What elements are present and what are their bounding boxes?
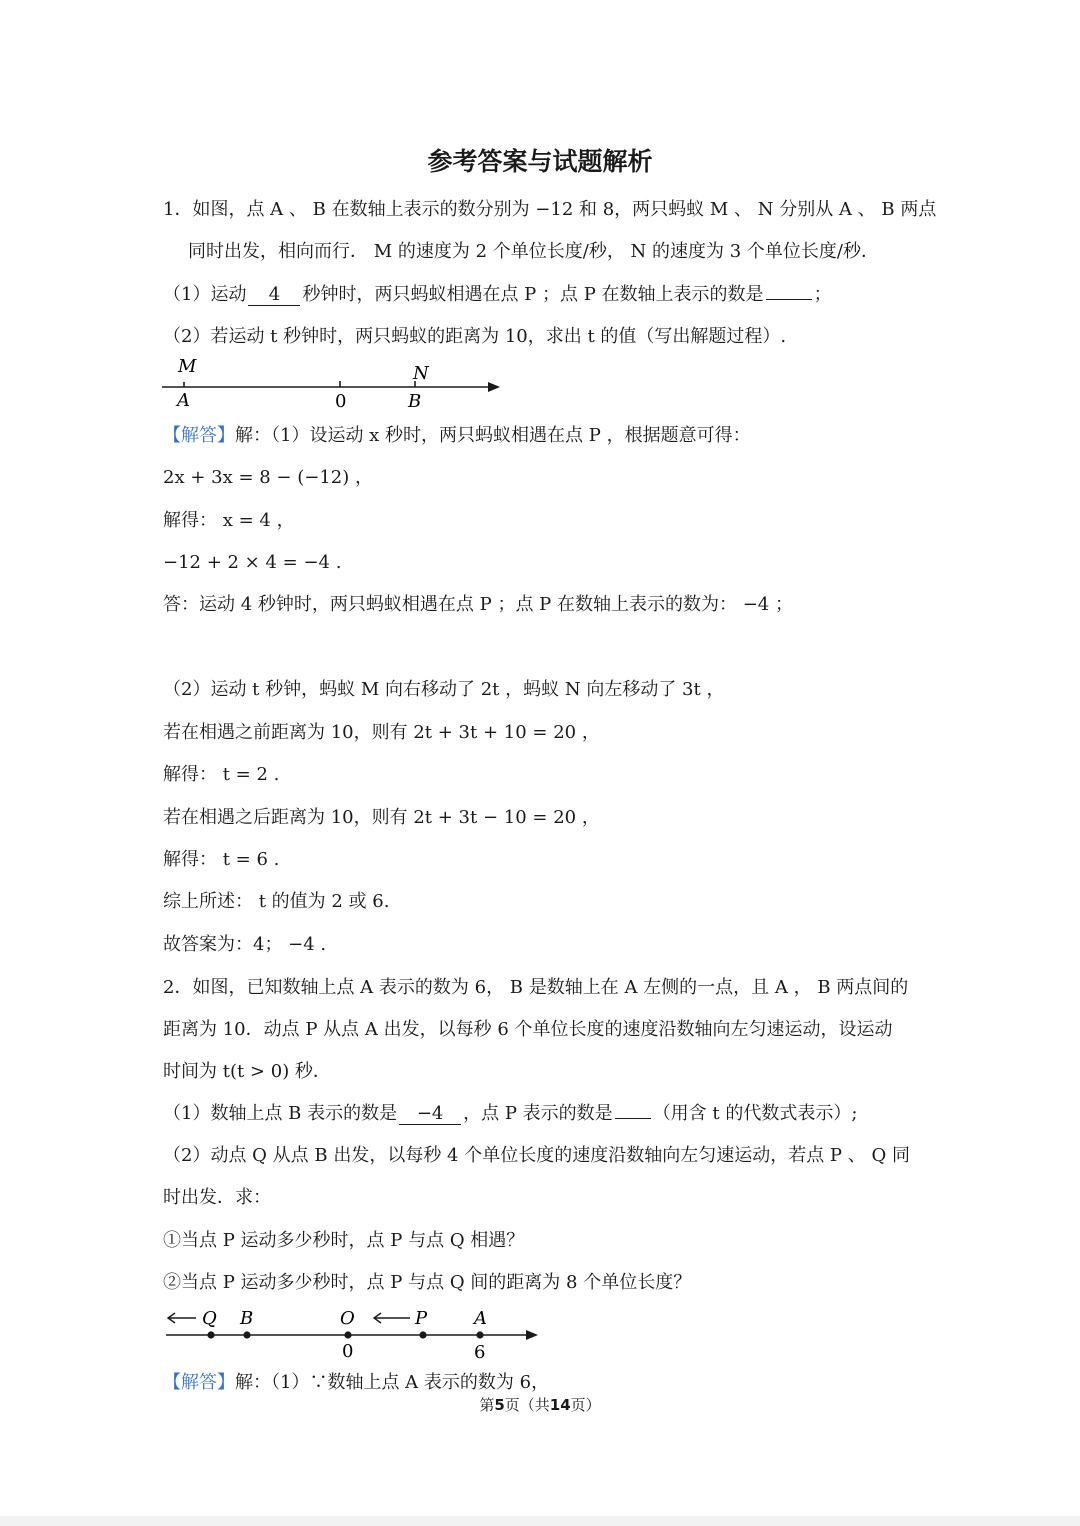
q1-part1-end: ； <box>813 284 832 305</box>
sol1-line9: 若在相遇之后距离为 10，则有 2t + 3t − 10 = 20 ， <box>163 807 600 828</box>
q2-label-six: 6 <box>474 1342 486 1363</box>
footer-page-number: 5 <box>494 1396 505 1414</box>
sol1-line10: 解得： t = 6 . <box>163 849 280 870</box>
q2-number-line <box>160 1304 550 1364</box>
sol1-line4: −12 + 2 × 4 = −4 . <box>163 552 342 573</box>
q2-line2: 距离为 10．动点 P 从点 A 出发，以每秒 6 个单位长度的速度沿数轴向左匀速运动，设运动 <box>163 1019 893 1040</box>
q2-label-q: Q <box>202 1308 217 1329</box>
q2-case2: ②当点 P 运动多少秒时，点 P 与点 Q 间的距离为 8 个单位长度？ <box>163 1272 692 1293</box>
q1-label-b: B <box>408 391 422 412</box>
sol2-text: 解：（1）∵数轴上点 A 表示的数为 6， <box>235 1372 550 1393</box>
sol1-line1 <box>163 424 751 448</box>
q2-part1 <box>163 1102 857 1126</box>
q2-part1-mid: ，点 P 表示的数是 <box>463 1103 613 1124</box>
q2-label-a: A <box>474 1308 487 1329</box>
q2-label-o: O <box>340 1308 355 1329</box>
footer-post: 页） <box>570 1396 601 1414</box>
footer-mid: 页（共 <box>504 1396 550 1414</box>
q1-number-line <box>160 352 510 412</box>
q2-point-a <box>476 1331 483 1338</box>
solution-tag: 【解答】 <box>163 425 235 446</box>
q2-point-o <box>344 1331 351 1338</box>
q1-answer-blank-2 <box>766 299 812 300</box>
q1-label-a: A <box>177 390 190 411</box>
q1-label-zero: 0 <box>335 391 347 412</box>
q1-label-m: M <box>178 356 197 377</box>
q2-answer-blank-1: −4 <box>399 1104 461 1125</box>
sol1-line2: 2x + 3x = 8 − (−12) ， <box>163 467 373 488</box>
q2-part1-pre: （1）数轴上点 B 表示的数是 <box>163 1103 398 1124</box>
q1-part1-mid: 秒钟时，两只蚂蚁相遇在点 P ；点 P 在数轴上表示的数是 <box>302 284 764 305</box>
solution-tag-2: 【解答】 <box>163 1372 235 1393</box>
q1-part1-pre: （1）运动 <box>163 284 247 305</box>
q2-label-b: B <box>240 1308 254 1329</box>
page-footer <box>0 1394 1080 1415</box>
q1-line1: 1．如图，点 A 、 B 在数轴上表示的数分别为 −12 和 8，两只蚂蚁 M 、 N 分别从 A 、 B 两点 <box>163 199 937 220</box>
footer-pre: 第 <box>479 1396 495 1414</box>
sol1-line8: 解得： t = 2 . <box>163 764 280 785</box>
sol1-line5: 答：运动 4 秒钟时，两只蚂蚁相遇在点 P ；点 P 在数轴上表示的数为： −4 ； <box>163 594 793 615</box>
q2-part1-end: （用含 t 的代数式表示）; <box>652 1103 858 1124</box>
sol1-line6: （2）运动 t 秒钟，蚂蚁 M 向右移动了 2t ，蚂蚁 N 向左移动了 3t ， <box>163 679 725 700</box>
sol1-line7: 若在相遇之前距离为 10，则有 2t + 3t + 10 = 20 ， <box>163 722 600 743</box>
q2-point-b <box>243 1331 250 1338</box>
footer-total-pages: 14 <box>549 1396 571 1414</box>
q2-line3: 时间为 t(t > 0) 秒． <box>163 1061 331 1082</box>
q1-answer-blank-1: 4 <box>248 285 300 306</box>
sol1-line11: 综上所述： t 的值为 2 或 6. <box>163 891 390 912</box>
q2-line1: 2．如图，已知数轴上点 A 表示的数为 6， B 是数轴上在 A 左侧的一点，且 A ， B 两点间的 <box>163 977 909 998</box>
q2-part2-line2: 时出发．求： <box>163 1187 271 1208</box>
q2-answer-blank-2 <box>615 1118 651 1119</box>
page-title: 参考答案与试题解析 <box>427 147 653 176</box>
q2-part2-line1: （2）动点 Q 从点 B 出发，以每秒 4 个单位长度的速度沿数轴向左匀速运动，若点 P 、 Q 同 <box>163 1145 910 1166</box>
q1-axis-arrow <box>488 382 500 392</box>
sol1-line12: 故答案为：4； −4 . <box>163 934 327 955</box>
q2-label-zero: 0 <box>342 1341 354 1362</box>
bottom-margin <box>0 1516 1080 1526</box>
q2-axis-arrow <box>526 1330 538 1340</box>
q2-point-p <box>419 1331 426 1338</box>
sol1-text: 解：（1）设运动 x 秒时，两只蚂蚁相遇在点 P ，根据题意可得： <box>235 425 751 446</box>
q2-case1: ①当点 P 运动多少秒时，点 P 与点 Q 相遇？ <box>163 1230 525 1251</box>
q1-line2: 同时出发，相向而行． M 的速度为 2 个单位长度/秒， N 的速度为 3 个单位长度/秒． <box>188 241 879 262</box>
q1-label-n: N <box>413 363 429 384</box>
q1-part1 <box>163 283 832 307</box>
q1-part2: （2）若运动 t 秒钟时，两只蚂蚁的距离为 10，求出 t 的值（写出解题过程）. <box>163 326 787 347</box>
sol1-line3: 解得： x = 4 ， <box>163 510 295 531</box>
q2-label-p: P <box>415 1308 428 1329</box>
sol2-line1 <box>163 1371 549 1395</box>
q2-point-q <box>207 1331 214 1338</box>
